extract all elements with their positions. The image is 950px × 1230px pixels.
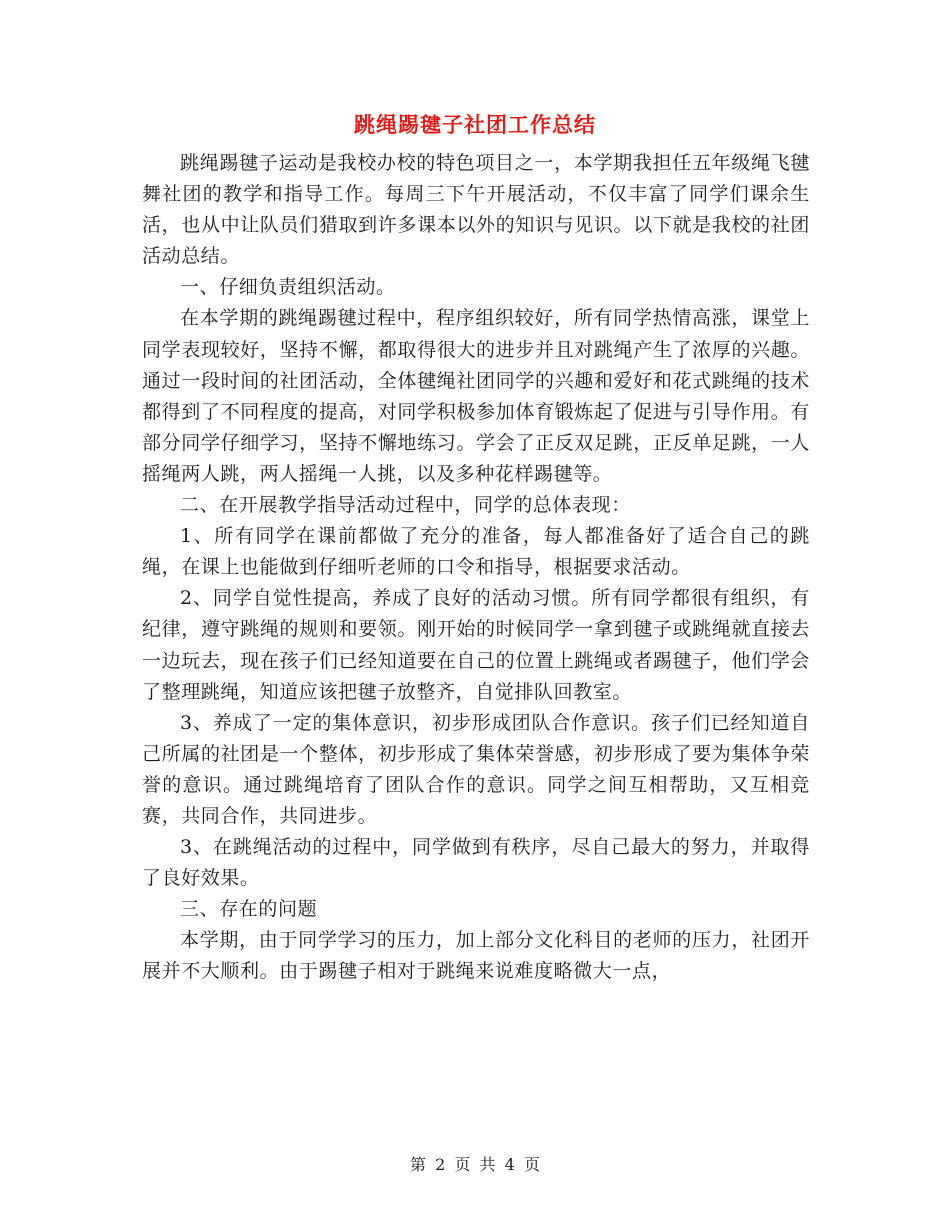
list-item-2: 2、同学自觉性提高，养成了良好的活动习惯。所有同学都很有组织，有纪律，遵守跳绳的规则和要领。刚开始的时候同学一拿到毽子或跳绳就直接去一边玩去，现在孩子们已经知道要在自己的位置上跳绳或者踢毽子，他们学会了整理跳绳，知道应该把毽子放整齐，自觉排队回教室。 <box>142 587 810 703</box>
section-heading-3: 三、存在的问题 <box>180 898 318 921</box>
footer-current-page: 2 <box>435 1155 446 1174</box>
paragraph-intro: 跳绳踢毽子运动是我校办校的特色项目之一，本学期我担任五年级绳飞毽舞社团的教学和指导工作。每周三下午开展活动，不仅丰富了同学们课余生活，也从中让队员们猎取到许多课本以外的知识与见识。以下就是我校的社团活动总结。 <box>142 152 810 268</box>
footer-total-word: 共 <box>479 1155 496 1174</box>
list-item-3: 3、养成了一定的集体意识，初步形成团队合作意识。孩子们已经知道自己所属的社团是一个整体，初步形成了集体荣誉感，初步形成了要为集体争荣誉的意识。通过跳绳培育了团队合作的意识。同学之间互相帮助，又互相竞赛，共同合作，共同进步。 <box>142 711 810 827</box>
paragraph-section-3: 本学期，由于同学学习的压力，加上部分文化科目的老师的压力，社团开展并不大顺利。由于踢毽子相对于跳绳来说难度略微大一点， <box>142 929 810 983</box>
document-body <box>142 148 810 988</box>
list-item-1: 1、所有同学在课前都做了充分的准备，每人都准备好了适合自己的跳绳，在课上也能做到仔细听老师的口令和指导，根据要求活动。 <box>142 525 810 579</box>
paragraph-section-1: 在本学期的跳绳踢毽过程中，程序组织较好，所有同学热情高涨，课堂上同学表现较好，坚持不懈，都取得很大的进步并且对跳绳产生了浓厚的兴趣。通过一段时间的社团活动，全体毽绳社团同学的兴趣和爱好和花式跳绳的技术都得到了不同程度的提高，对同学积极参加体育锻炼起了促进与引导作用。有部分同学仔细学习，坚持不懈地练习。学会了正反双足跳，正反单足跳，一人摇绳两人跳，两人摇绳一人挑，以及多种花样踢毽等。 <box>142 307 810 485</box>
page-footer <box>0 1153 950 1177</box>
section-heading-2: 二、在开展教学指导活动过程中，同学的总体表现： <box>180 494 631 517</box>
section-heading-1: 一、仔细负责组织活动。 <box>180 276 396 299</box>
page-title: 跳绳踢毽子社团工作总结 <box>354 112 596 137</box>
footer-total-pages: 4 <box>504 1155 515 1174</box>
list-item-4: 3、在跳绳活动的过程中，同学做到有秩序，尽自己最大的努力，并取得了良好效果。 <box>142 836 810 890</box>
footer-page-word: 页 <box>454 1155 471 1174</box>
footer-suffix: 页 <box>523 1155 540 1174</box>
footer-prefix: 第 <box>410 1155 427 1174</box>
